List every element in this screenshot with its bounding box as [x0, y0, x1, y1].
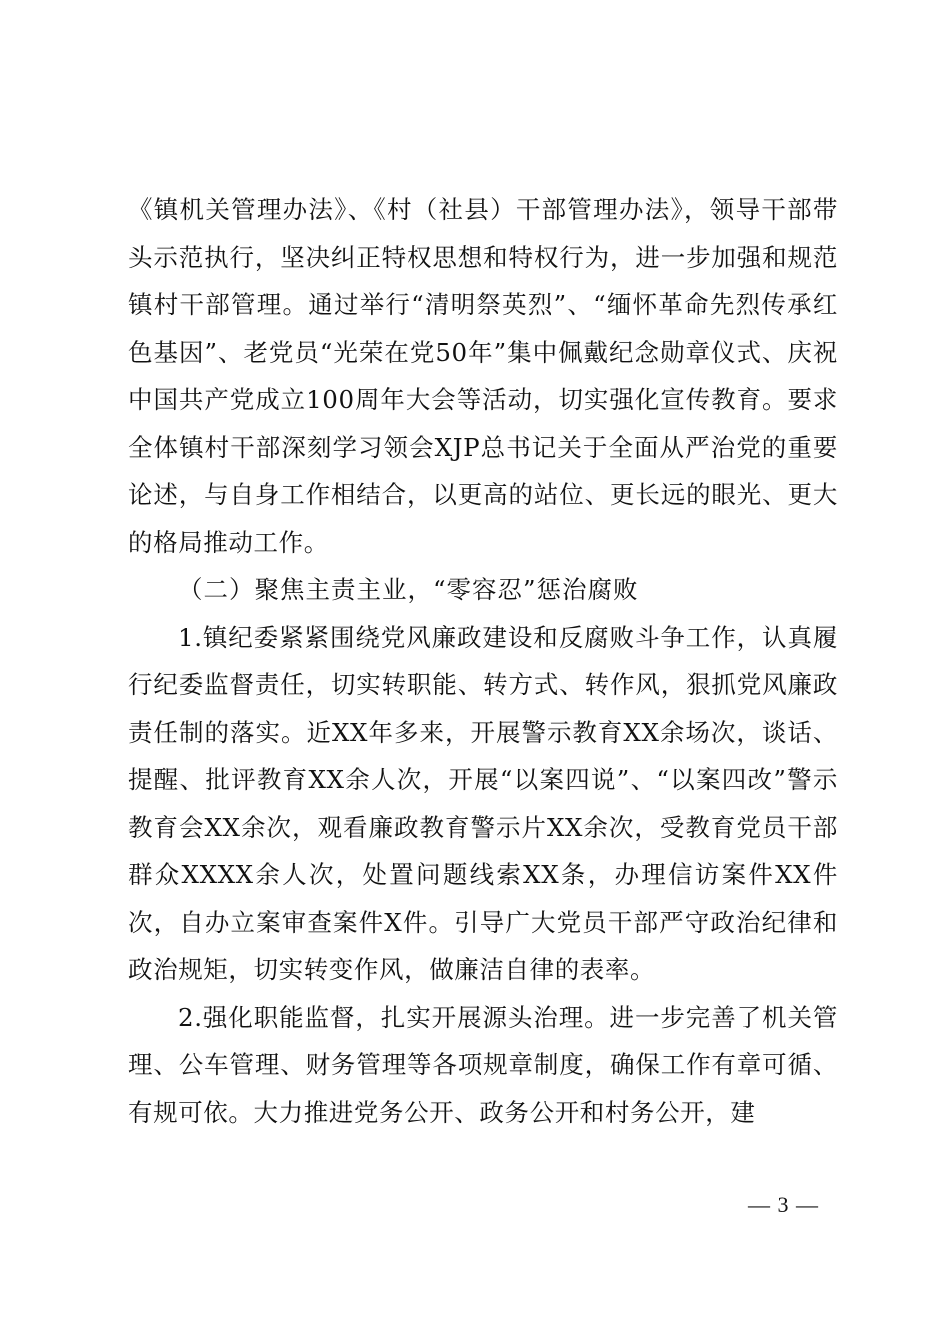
paragraph-continuation: 《镇机关管理办法》、《村（社县）干部管理办法》，领导干部带头示范执行，坚决纠正特权思想和特权行为，进一步加强和规范镇村干部管理。通过举行“清明祭英烈”、“缅怀革命先烈传承红色基因”、老党员“光荣在党50年”集中佩戴纪念勋章仪式、庆祝中国共产党成立100周年大会等活动，切实强化宣传教育。要求全体镇村干部深刻学习领会XJP总书记关于全面从严治党的重要论述，与自身工作相结合，以更高的站位、更长远的眼光、更大的格局推动工作。	[128, 195, 838, 557]
document-body	[128, 186, 838, 1136]
section-heading: （二）聚焦主责主业，“零容忍”惩治腐败	[178, 575, 639, 604]
paragraph-item-2: 2.强化职能监督，扎实开展源头治理。进一步完善了机关管理、公车管理、财务管理等各项规章制度，确保工作有章可循、有规可依。大力推进党务公开、政务公开和村务公开，建	[128, 1002, 838, 1127]
paragraph-item-1: 1.镇纪委紧紧围绕党风廉政建设和反腐败斗争工作，认真履行纪委监督责任，切实转职能、转方式、转作风，狠抓党风廉政责任制的落实。近XX年多来，开展警示教育XX余场次，谈话、提醒、批评教育XX余人次，开展“以案四说”、“以案四改”警示教育会XX余次，观看廉政教育警示片XX余次，受教育党员干部群众XXXX余人次，处置问题线索XX条，办理信访案件XX件次，自办立案审查案件X件。引导广大党员干部严守政治纪律和政治规矩，切实转变作风，做廉洁自律的表率。	[128, 622, 838, 984]
page-number: — 3 —	[748, 1192, 819, 1217]
